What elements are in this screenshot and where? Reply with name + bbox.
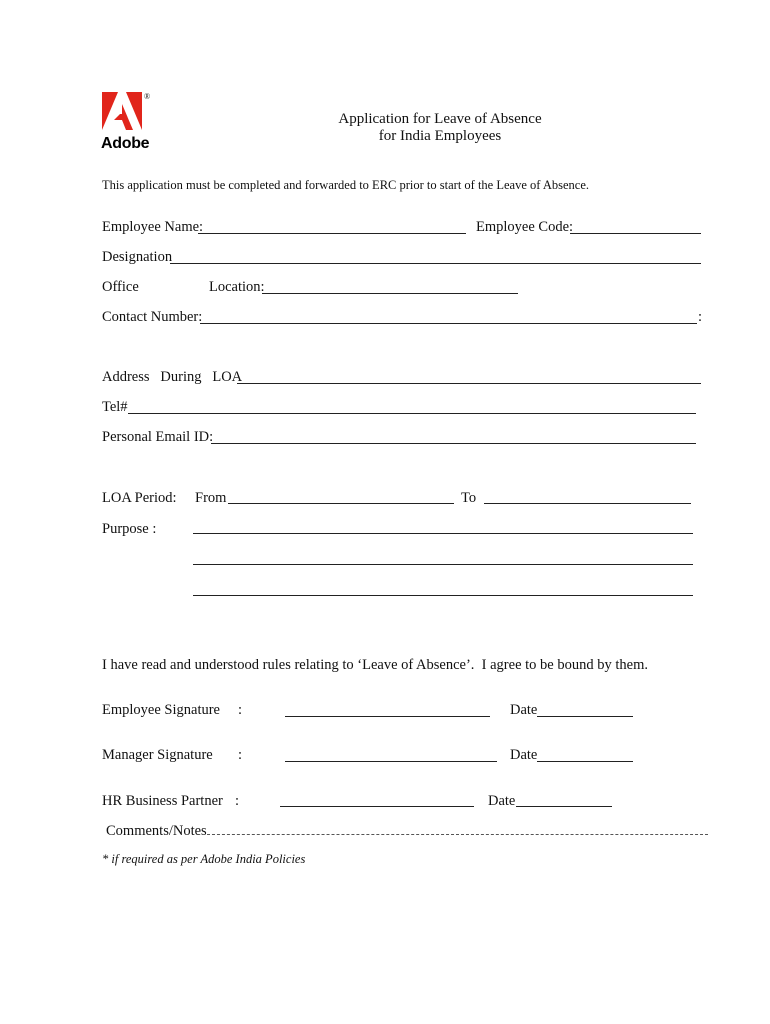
employee-name-field[interactable] xyxy=(198,233,466,234)
personal-email-label: Personal Email ID: xyxy=(102,429,214,445)
employee-signature-colon: : xyxy=(238,702,243,718)
from-date-field[interactable] xyxy=(228,503,454,504)
contact-number-field[interactable] xyxy=(200,323,697,324)
tel-field[interactable] xyxy=(128,413,696,414)
tel-label: Tel# xyxy=(102,399,128,415)
page-title-line2: for India Employees xyxy=(378,128,502,144)
page-title-line1: Application for Leave of Absence xyxy=(338,111,542,127)
contact-number-colon: : xyxy=(698,309,703,325)
hr-date-label: Date xyxy=(488,793,516,809)
employee-signature-label: Employee Signature xyxy=(102,702,220,718)
employee-date-label: Date xyxy=(510,702,538,718)
hr-business-partner-label: HR Business Partner xyxy=(102,793,223,809)
address-during-loa-field[interactable] xyxy=(237,383,701,384)
intro-text: This application must be completed and forwarded to ERC prior to start of the Leave of Absence. xyxy=(102,178,590,192)
comments-label: Comments/Notes xyxy=(106,823,207,839)
registered-mark: ® xyxy=(144,92,151,101)
comments-field[interactable] xyxy=(207,834,708,835)
location-label: Location: xyxy=(209,279,265,295)
designation-label: Designation xyxy=(102,249,173,265)
contact-number-label: Contact Number: xyxy=(102,309,203,325)
purpose-field-line-1[interactable] xyxy=(193,533,693,534)
location-field[interactable] xyxy=(262,293,518,294)
loa-period-label: LOA Period: xyxy=(102,490,177,506)
purpose-field-line-2[interactable] xyxy=(193,564,693,565)
employee-code-label: Employee Code: xyxy=(476,219,574,235)
footnote: * if required as per Adobe India Policies xyxy=(102,852,306,866)
manager-signature-label: Manager Signature xyxy=(102,747,213,763)
to-label: To xyxy=(461,490,477,506)
hr-date-field[interactable] xyxy=(516,806,612,807)
from-label: From xyxy=(195,490,227,506)
purpose-field-line-3[interactable] xyxy=(193,595,693,596)
manager-signature-colon: : xyxy=(238,747,243,763)
manager-signature-field[interactable] xyxy=(285,761,497,762)
employee-signature-field[interactable] xyxy=(285,716,490,717)
to-date-field[interactable] xyxy=(484,503,691,504)
manager-date-label: Date xyxy=(510,747,538,763)
employee-name-label: Employee Name: xyxy=(102,219,204,235)
personal-email-field[interactable] xyxy=(211,443,696,444)
designation-field[interactable] xyxy=(170,263,701,264)
address-during-loa-label: Address During LOA xyxy=(102,369,243,385)
purpose-label: Purpose : xyxy=(102,521,157,537)
adobe-wordmark: Adobe xyxy=(101,135,150,152)
office-label: Office xyxy=(102,279,139,295)
manager-date-field[interactable] xyxy=(537,761,633,762)
declaration-text: I have read and understood rules relating to ‘Leave of Absence’. I agree to be bound by them. xyxy=(102,657,648,673)
employee-code-field[interactable] xyxy=(570,233,701,234)
hr-signature-field[interactable] xyxy=(280,806,474,807)
hr-signature-colon: : xyxy=(235,793,240,809)
employee-date-field[interactable] xyxy=(537,716,633,717)
